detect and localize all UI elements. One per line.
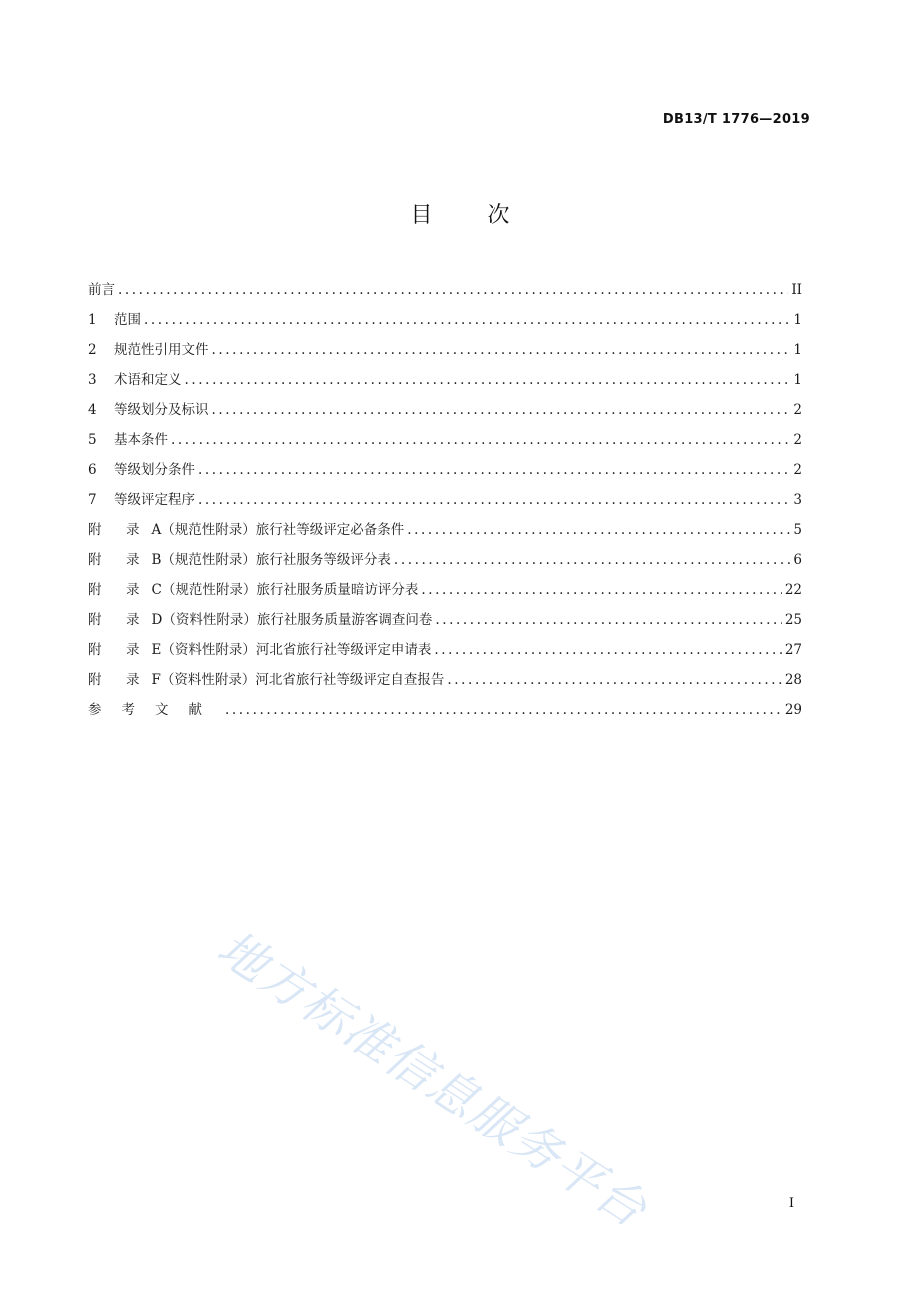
toc-entry-appendix-d[interactable]	[88, 608, 802, 638]
toc-entry-label: 前言	[88, 282, 115, 298]
toc-appendix-prefix: 附 录	[88, 522, 140, 538]
toc-leader-dots	[421, 578, 781, 602]
toc-appendix-letter: A	[151, 522, 162, 538]
toc-appendix-prefix: 附 录	[88, 552, 140, 568]
toc-leader-dots	[447, 668, 781, 692]
toc-entry-page: 2	[793, 462, 802, 478]
toc-entry-appendix-e[interactable]	[88, 638, 802, 668]
toc-appendix-letter: E	[151, 642, 162, 658]
toc-entry-terms-definitions[interactable]	[88, 368, 802, 398]
toc-entry-label: 等级评定程序	[114, 492, 195, 508]
toc-leader-dots	[434, 638, 781, 662]
toc-leader-dots	[171, 428, 790, 452]
toc-entry-page: 25	[784, 612, 802, 628]
toc-entry-references[interactable]	[88, 698, 802, 728]
toc-entry-number: 4	[88, 402, 97, 418]
toc-entry-grade-classification[interactable]	[88, 398, 802, 428]
toc-entry-page: 5	[793, 522, 802, 538]
toc-entry-evaluation-procedure[interactable]	[88, 488, 802, 518]
toc-entry-label: （资料性附录）河北省旅行社等级评定自查报告	[160, 672, 445, 688]
toc-entry-normative-references[interactable]	[88, 338, 802, 368]
toc-entry-page: 22	[784, 582, 802, 598]
toc-leader-dots	[435, 608, 781, 632]
toc-entry-number: 6	[88, 462, 97, 478]
toc-entry-label: （资料性附录）河北省旅行社等级评定申请表	[161, 642, 432, 658]
toc-entry-page: 29	[784, 702, 802, 718]
toc-entry-label: 规范性引用文件	[114, 342, 209, 358]
page-number: I	[788, 1196, 794, 1211]
toc-entry-label: 等级划分条件	[114, 462, 195, 478]
toc-entry-label: 参考文献	[88, 702, 222, 718]
toc-entry-page: 6	[793, 552, 802, 568]
toc-entry-page: 27	[784, 642, 802, 658]
toc-entry-number: 2	[88, 342, 97, 358]
toc-entry-number: 5	[88, 432, 97, 448]
toc-entry-page: 2	[793, 402, 802, 418]
toc-entry-label: 术语和定义	[114, 372, 182, 388]
toc-leader-dots	[394, 548, 790, 572]
watermark: 地方标准信息服务平台	[207, 919, 658, 1240]
toc-appendix-prefix: 附 录	[88, 582, 140, 598]
toc-appendix-letter: C	[151, 582, 162, 598]
toc-entry-appendix-a[interactable]	[88, 518, 802, 548]
page-title: 目 次	[410, 203, 534, 228]
toc-entry-label: 范围	[114, 312, 141, 328]
toc-entry-appendix-c[interactable]	[88, 578, 802, 608]
toc-leader-dots	[225, 698, 782, 722]
toc-leader-dots	[144, 308, 790, 332]
toc-leader-dots	[212, 338, 791, 362]
toc-entry-number: 3	[88, 372, 97, 388]
toc-entry-page: II	[791, 282, 802, 298]
toc-appendix-letter: B	[151, 552, 162, 568]
toc-appendix-prefix: 附 录	[88, 642, 140, 658]
toc-entry-page: 3	[793, 492, 802, 508]
toc-appendix-letter: F	[151, 672, 161, 688]
document-code: DB13/T 1776—2019	[662, 112, 810, 127]
toc-appendix-prefix: 附 录	[88, 612, 140, 628]
toc-leader-dots	[407, 518, 790, 542]
toc-appendix-prefix: 附 录	[88, 672, 140, 688]
toc-entry-label: 基本条件	[114, 432, 168, 448]
toc-entry-page: 2	[793, 432, 802, 448]
toc-entry-number: 7	[88, 492, 97, 508]
toc-entry-scope[interactable]	[88, 308, 802, 338]
toc-entry-page: 1	[793, 312, 802, 328]
toc-leader-dots	[212, 398, 791, 422]
toc-leader-dots	[118, 278, 788, 302]
toc-entry-label: （资料性附录）旅行社服务质量游客调查问卷	[162, 612, 433, 628]
toc-entry-page: 1	[793, 342, 802, 358]
toc-leader-dots	[198, 458, 790, 482]
toc-entry-label: （规范性附录）旅行社服务等级评分表	[161, 552, 391, 568]
toc-entry-appendix-f[interactable]	[88, 668, 802, 698]
toc-entry-preface[interactable]	[88, 278, 802, 308]
toc-entry-page: 1	[793, 372, 802, 388]
toc-entry-label: （规范性附录）旅行社等级评定必备条件	[161, 522, 405, 538]
table-of-contents	[88, 278, 802, 728]
toc-entry-grade-conditions[interactable]	[88, 458, 802, 488]
toc-entry-appendix-b[interactable]	[88, 548, 802, 578]
toc-leader-dots	[185, 368, 791, 392]
toc-appendix-letter: D	[151, 612, 163, 628]
toc-entry-label: 等级划分及标识	[114, 402, 209, 418]
toc-entry-number: 1	[88, 312, 97, 328]
toc-entry-page: 28	[784, 672, 802, 688]
toc-entry-label: （规范性附录）旅行社服务质量暗访评分表	[161, 582, 419, 598]
toc-entry-basic-conditions[interactable]	[88, 428, 802, 458]
toc-leader-dots	[198, 488, 790, 512]
